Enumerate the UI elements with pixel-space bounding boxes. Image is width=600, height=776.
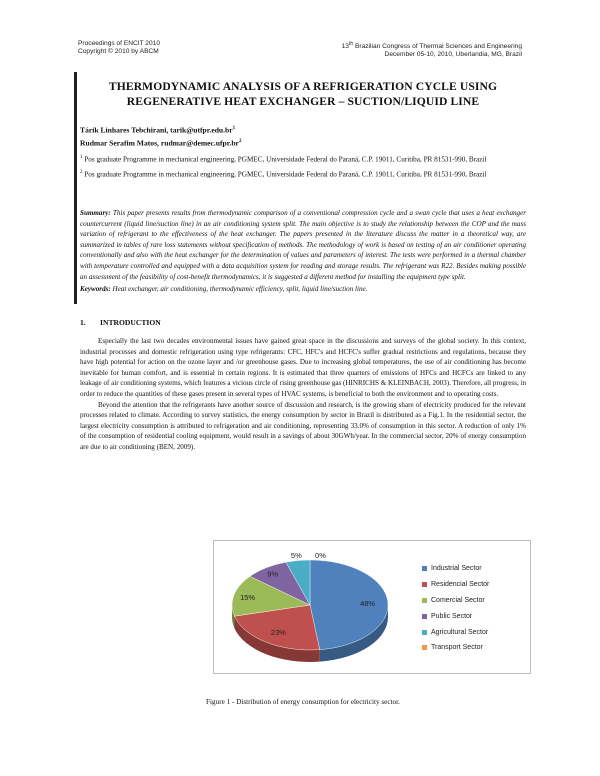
chart-legend [422, 561, 489, 656]
affiliation-2-sup: 2 [80, 169, 83, 175]
affiliations [80, 153, 526, 183]
section-title: INTRODUCTION [100, 318, 161, 327]
figure-caption: Figure 1 - Distribution of energy consumption for electricity sector. [206, 698, 400, 706]
author-2 [80, 136, 241, 149]
affiliation-1-text: Pos graduate Programme in mechanical engineering, PGMEC, Universidade Federal do Paraná, C.P. 19011, Curitiba, PR 81531-990, Brazil [82, 155, 487, 164]
congress-ordinal-suffix: th [348, 41, 354, 47]
legend-label-industrial-sector: Industrial Sector [431, 565, 482, 573]
congress-dates: December 05-10, 2010, Uberlandia, MG, Brazil [384, 51, 522, 59]
margin-bar [74, 72, 77, 304]
keywords-text: Heat exchanger, air conditioning, thermodynamic efficiency, split, liquid line/suction line. [110, 285, 368, 293]
running-header-left [78, 40, 160, 56]
body-text [80, 336, 526, 453]
legend-label-residencial-sector: Residencial Sector [431, 581, 490, 589]
copyright-line: Copyright © 2010 by ABCM [78, 48, 159, 55]
data-label-residencial-sector: 23% [270, 627, 286, 637]
affiliation-1-sup: 1 [80, 155, 83, 160]
data-label-public-sector: 9% [267, 569, 279, 579]
data-label-industrial-sector: 48% [360, 598, 376, 608]
congress-ordinal: 13 [341, 43, 349, 51]
title-line-2: REGENERATIVE HEAT EXCHANGER – SUCTION/LIQUID LINE [126, 95, 480, 108]
author-1-name: Tárik Linhares Tebchirani, tarik@utfpr.edu.br [80, 125, 233, 135]
legend-swatch-comercial-sector [422, 598, 427, 603]
legend-swatch-transport-sector [422, 645, 427, 650]
section-heading [80, 318, 161, 327]
congress-line [342, 40, 522, 51]
abstract [80, 208, 526, 282]
title-line-1: THERMODYNAMIC ANALYSIS OF A REFRIGERATION CYCLE USING [108, 80, 498, 93]
pie-chart [213, 540, 531, 674]
legend-label-public-sector: Public Sector [431, 612, 473, 620]
legend-item-residencial-sector [422, 577, 489, 593]
author-2-name: Rudmar Serafim Matos, rudmar@demec.ufpr.br [80, 138, 239, 148]
paper-title [80, 79, 526, 109]
paragraph-1: Especially the last two decades environmental issues have gained great space in the discussions and surveys of the global society. In this context, industrial processes and domestic refrigeration using type refrigerants: CFC, HFC's and HCFC's suffer gradual restrictions and regulations, because they have high potential for action on the ozone layer and /or greenhouse gases. Due to increasing global temperatures, the use of air conditioning has become inevitable for human comfort, and is essential in certain regions. It is estimated that three quarters of emissions of HFCs and HCFCs are linked to any leakage of air conditioning systems, which features a vicious circle of rising greenhouse gas (HINRICHS & KLEINBACH, 2003). Therefore, all progress, in order to reduce the quantities of these gases present in several types of HVAC systems, is beneficial to both the environment and to operating costs. [80, 337, 526, 398]
keywords [80, 285, 526, 293]
congress-name: Brazilian Congress of Thermal Sciences and Engineering [353, 43, 522, 51]
author-1-sup: 1 [232, 126, 236, 131]
legend-item-agricultural-sector [422, 624, 489, 640]
legend-swatch-agricultural-sector [422, 630, 427, 635]
legend-item-public-sector [422, 608, 489, 624]
data-label-transport-sector: 0% [315, 550, 326, 560]
summary-text: This paper presents results from thermodynamic comparison of a conventional compression cycle and a swan cycle that uses a heat exchanger countercurrent (liquid line/suction line) in an air conditioning system split. The main objective is to study the relationship between the COP and the mass variation of refrigerant to the effectiveness of the heat exchanger. The papers presented in the literature discuss the matter in a theoretical way, are summarized in tables of rare loss statements without specification of methods. The methodology of work is based on testing of an air conditioner operating conventionally and also with the heat exchanger for the determination of values and parameters of interest. The tests were performed in a thermal chamber with temperature controlled and equipped with a data acquisition system for reading and storage results. The refrigerant was R22. Besides making possible an assessment of the feasibility of cost-benefit thermodynamics, it is suggested a different method for installing the equipment type split. [80, 209, 526, 281]
legend-label-agricultural-sector: Agricultural Sector [431, 628, 489, 636]
affiliation-2-text: Pos graduate Programme in mechanical engineering, PGMEC, Universidade Federal do Paraná, C.P. 19011, Curitiba, PR 81531-990, Brazil [82, 170, 487, 179]
proceedings-line: Proceedings of ENCIT 2010 [78, 40, 160, 47]
affiliation-1 [80, 153, 526, 165]
author-2-sup: 2 [238, 138, 242, 144]
author-1 [80, 123, 241, 136]
legend-label-comercial-sector: Comercial Sector [431, 596, 485, 604]
author-list [80, 123, 241, 148]
legend-item-industrial-sector [422, 561, 489, 577]
keywords-label: Keywords: [80, 285, 111, 293]
data-label-comercial-sector: 15% [240, 592, 256, 602]
summary-label: Summary: [80, 209, 111, 217]
legend-swatch-public-sector [422, 614, 427, 619]
data-label-agricultural-sector: 5% [290, 551, 302, 561]
paragraph-2: Beyond the attention that the refrigerants have another source of discussion and research, is the growing share of electricity produced for the relevant processes related to climate. According to survey statistics, the energy consumption by sector in Brazil is distributed as a Fig.1. In the residential sector, the largest electricity consumption is attributed to refrigeration and air conditioning, representing 33.0% of consumption in this sector. A reduction of only 1% of the consumption of residential cooling equipment, would result in a savings of about 30GWh/year. In the commercial sector, 20% of energy consumption are due to air conditioning (BEN, 2009). [80, 400, 526, 451]
running-header-right [342, 40, 522, 59]
legend-swatch-residencial-sector [422, 582, 427, 587]
legend-label-transport-sector: Transport Sector [431, 644, 483, 652]
section-number: 1. [80, 318, 86, 327]
legend-item-comercial-sector [422, 593, 489, 609]
legend-item-transport-sector [422, 640, 489, 656]
affiliation-2 [80, 168, 526, 180]
legend-swatch-industrial-sector [422, 566, 427, 571]
